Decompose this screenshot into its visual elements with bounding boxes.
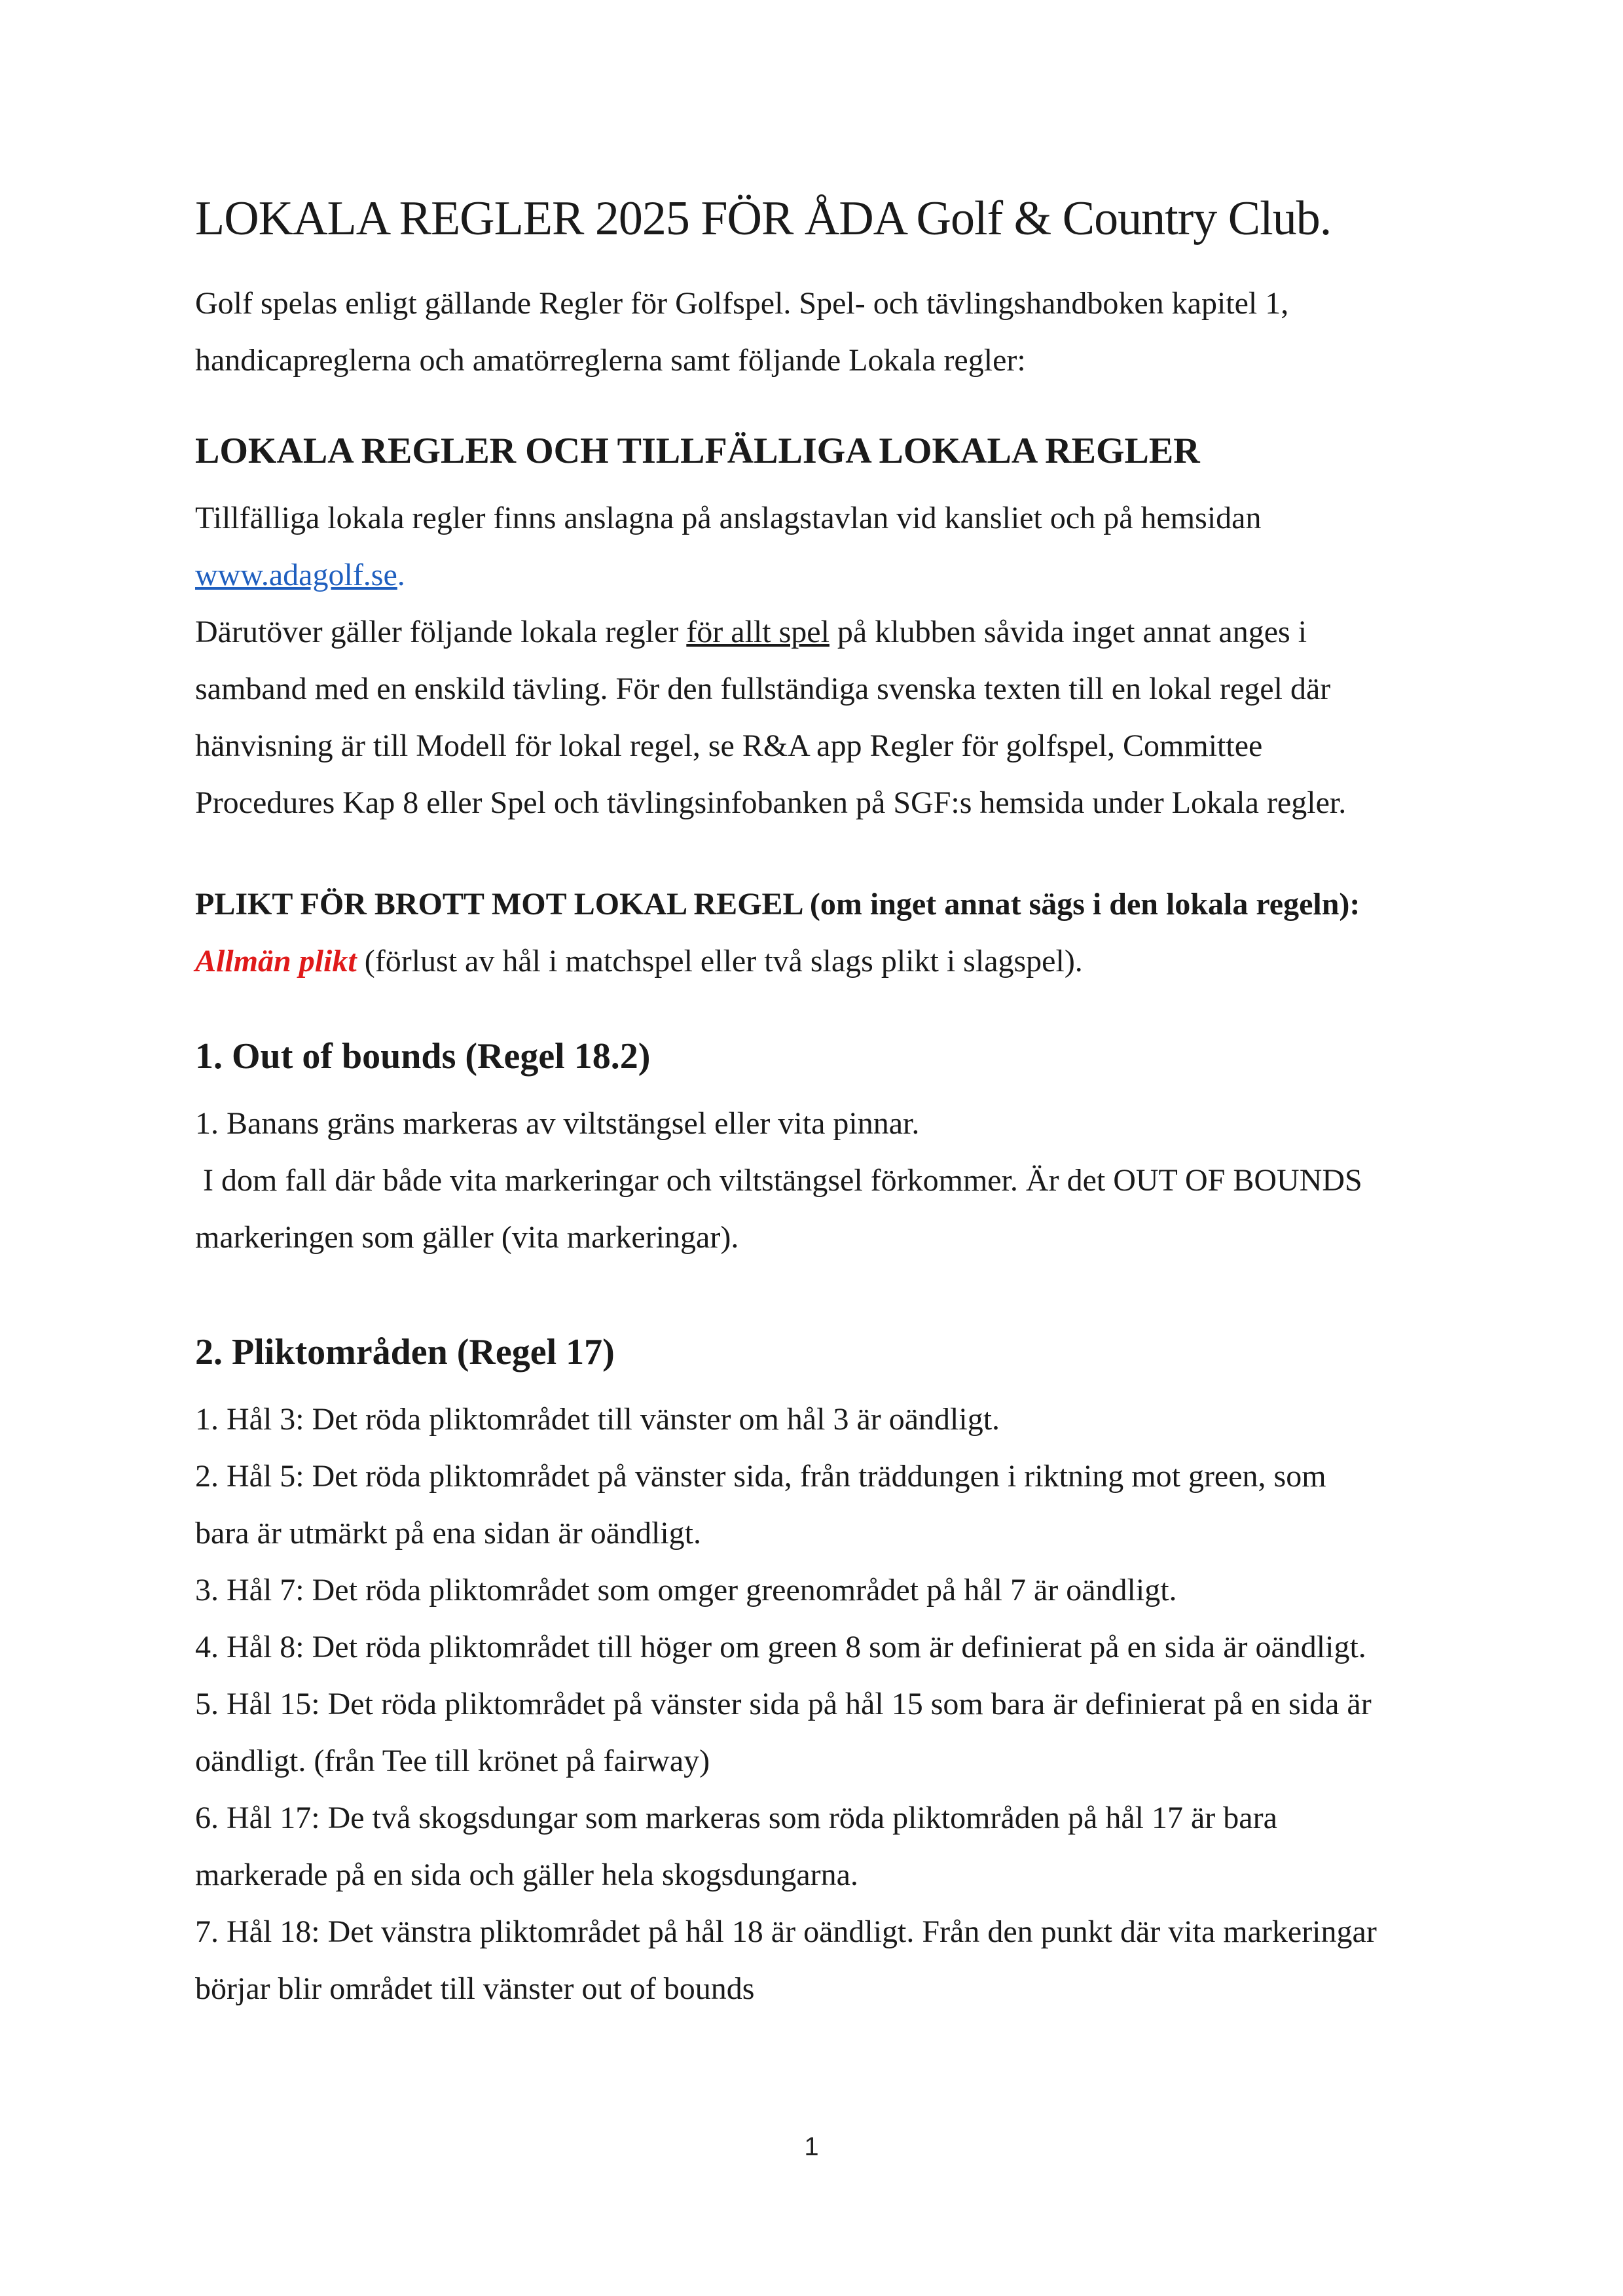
paragraph-line: markeringen som gäller (vita markeringar). [195,1220,739,1255]
list-item: markerade på en sida och gäller hela skogsdungarna. [195,1857,858,1892]
paragraph-line: I dom fall där både vita markeringar och viltstängsel förkommer. Är det OUT OF BOUNDS [195,1163,1362,1198]
list-item: 5. Hål 15: Det röda pliktområdet på vänster sida på hål 15 som bara är definierat på en sida är [195,1687,1372,1721]
text-segment: Därutöver gäller följande lokala regler [195,615,687,649]
list-item: 4. Hål 8: Det röda pliktområdet till höger om green 8 som är definierat på en sida är oändligt. [195,1630,1366,1664]
penalty-line [195,933,1439,990]
list-item: 7. Hål 18: Det vänstra pliktområdet på hål 18 är oändligt. Från den punkt där vita markeringar [195,1914,1377,1949]
list-item: bara är utmärkt på ena sidan är oändligt. [195,1516,702,1551]
paragraph-line [195,603,1439,660]
list-item: börjar blir området till vänster out of bounds [195,1971,755,2006]
list-item: 1. Hål 3: Det röda pliktområdet till vänster om hål 3 är oändligt. [195,1402,1000,1437]
section-heading-local-rules: LOKALA REGLER OCH TILLFÄLLIGA LOKALA REGLER [195,431,1200,471]
text-segment: på klubben såvida inget annat anges i [829,615,1307,649]
intro-line: handicapreglerna och amatörreglerna samt följande Lokala regler: [195,343,1026,378]
underlined-text: för allt spel [686,615,830,649]
website-line [195,547,1439,603]
section-heading-out-of-bounds: 1. Out of bounds (Regel 18.2) [195,1036,651,1077]
page-number: 1 [804,2132,819,2161]
website-link[interactable]: www.adagolf.se [195,558,397,592]
penalty-heading: PLIKT FÖR BROTT MOT LOKAL REGEL (om inget annat sägs i den lokala regeln): [195,887,1360,922]
paragraph-line: 1. Banans gräns markeras av viltstängsel eller vita pinnar. [195,1106,920,1141]
paragraph-line: hänvisning är till Modell för lokal regel, se R&A app Regler för golfspel, Committee [195,728,1263,763]
text-segment: (förlust av hål i matchspel eller två slags plikt i slagspel). [356,944,1083,978]
paragraph-line: samband med en enskild tävling. För den fullständiga svenska texten till en lokal regel där [195,672,1331,706]
list-item: 6. Hål 17: De två skogsdungar som markeras som röda pliktområden på hål 17 är bara [195,1801,1277,1835]
paragraph-line: Tillfälliga lokala regler finns anslagna på anslagstavlan vid kansliet och på hemsidan [195,501,1262,535]
list-item: oändligt. (från Tee till krönet på fairway) [195,1744,710,1778]
website-link-period: . [397,558,405,592]
page-title: LOKALA REGLER 2025 FÖR ÅDA Golf & Country Club. [195,192,1332,245]
penalty-paragraph [195,876,1439,990]
section-heading-penalty-areas: 2. Pliktområden (Regel 17) [195,1332,615,1372]
general-penalty-emphasis: Allmän plikt [195,944,357,978]
list-item: 3. Hål 7: Det röda pliktområdet som omger greenområdet på hål 7 är oändligt. [195,1573,1177,1607]
paragraph-line: Procedures Kap 8 eller Spel och tävlingsinfobanken på SGF:s hemsida under Lokala regler. [195,785,1347,820]
penalty-areas-list [195,1391,1439,2017]
out-of-bounds-paragraph [195,1095,1439,1266]
intro-paragraph [195,275,1439,389]
list-item: 2. Hål 5: Det röda pliktområdet på vänster sida, från träddungen i riktning mot green, som [195,1459,1326,1494]
intro-line: Golf spelas enligt gällande Regler för Golfspel. Spel- och tävlingshandboken kapitel 1, [195,286,1289,321]
local-rules-paragraph [195,490,1439,831]
